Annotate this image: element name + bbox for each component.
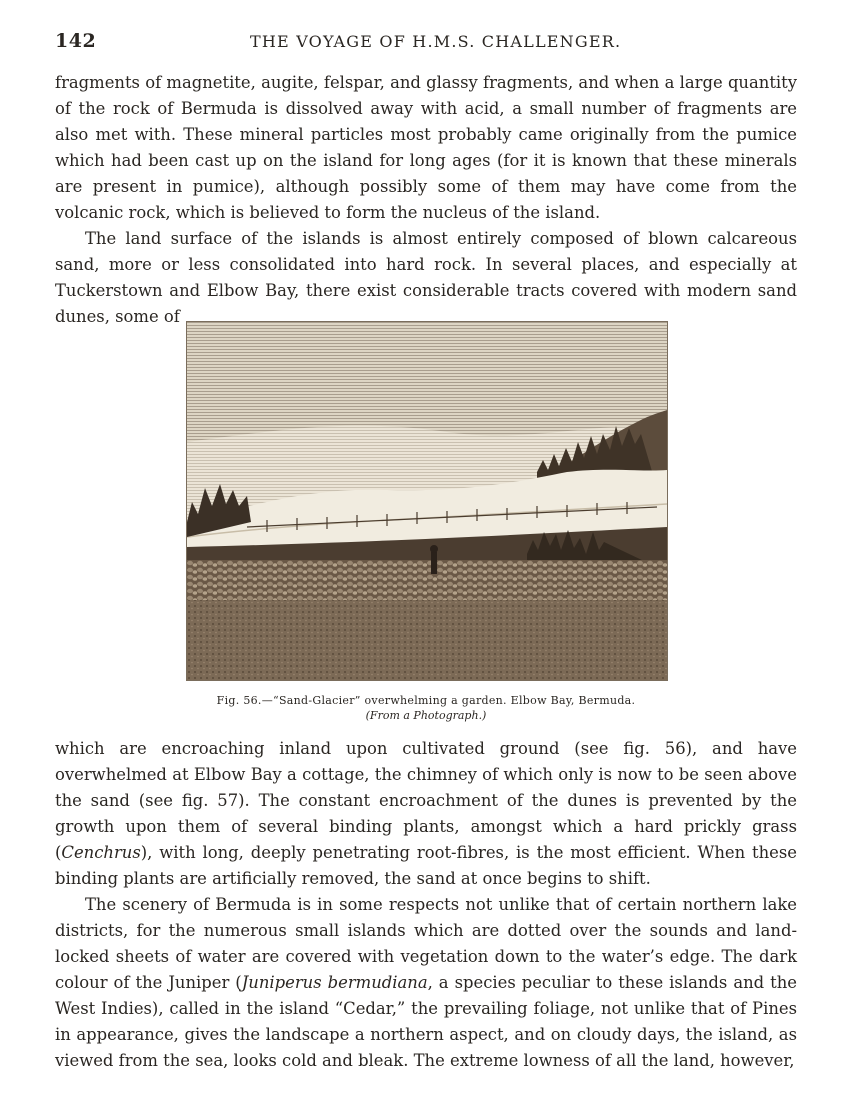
paragraph-continued: fragments of magnetite, augite, felspar, and glassy fragments, and when a large quantity of the rock of Bermuda is dissolved away with acid, a small number of fragments are also met with. These mineral particles most probably came originally from the pumice which had been cast up on the island for long ages (for it is known that these minerals are present in pumice), although possibly some of them may have come from the volcanic rock, which is believed to form the nucleus of the island. [55, 73, 797, 222]
species-name-italic: Juniperus bermudiana [241, 973, 428, 992]
paragraph-text: , a species peculiar to these islands and the West Indies), called in the island “Cedar,” the prevailing foliage, not unlike that of Pines in appearance, gives the landscape a northern aspect, and on cloudy days, the island, as viewed from the sea, looks cold and bleak. The extreme lowness of all the land, however, [55, 973, 797, 1070]
paragraph-text: The scenery of Bermuda is in some respects not unlike that of certain northern lake districts, for the numerous small islands which are dotted over the sounds and land-locked sheets of water are covered with vegetation down to the water’s edge. The dark colour of the Juniper ( [55, 895, 797, 992]
text-block-bottom [55, 736, 797, 1074]
page-number: 142 [55, 30, 97, 52]
running-head: THE VOYAGE OF H.M.S. CHALLENGER. [250, 32, 622, 51]
paragraph-encroaching-dunes [55, 736, 797, 892]
figure-sand-glacier-engraving [186, 321, 668, 681]
engraving-illustration [187, 322, 667, 680]
paragraph-land-surface: The land surface of the islands is almost entirely composed of blown calcareous sand, more or less consolidated into hard rock. In several places, and especially at Tuckerstown and Elbow Bay, there exist considerable tracts covered with modern sand dunes, some of [55, 229, 797, 326]
stone-wall [187, 560, 667, 602]
standing-figure [431, 552, 437, 574]
text-block-top [55, 70, 797, 330]
foreground-ground [187, 600, 667, 680]
paragraph-text: ), with long, deeply penetrating root-fibres, is the most efficient. When these binding plants are artificially removed, the sand at once begins to shift. [55, 843, 797, 888]
paragraph-text: which are encroaching inland upon cultivated ground (see fig. 56), and have overwhelmed at Elbow Bay a cottage, the chimney of which only is now to be seen above the sand (see fig. 57). The constant encroachment of the dunes is prevented by the growth upon them of several binding plants, amongst which a hard prickly grass ( [55, 739, 797, 862]
species-name-italic: Cenchrus [61, 843, 141, 862]
figure-caption-source: (From a Photograph.) [365, 709, 487, 722]
figure-caption: Fig. 56.—“Sand-Glacier” overwhelming a garden. Elbow Bay, Bermuda. [216, 694, 636, 707]
paragraph-scenery [55, 892, 797, 1074]
